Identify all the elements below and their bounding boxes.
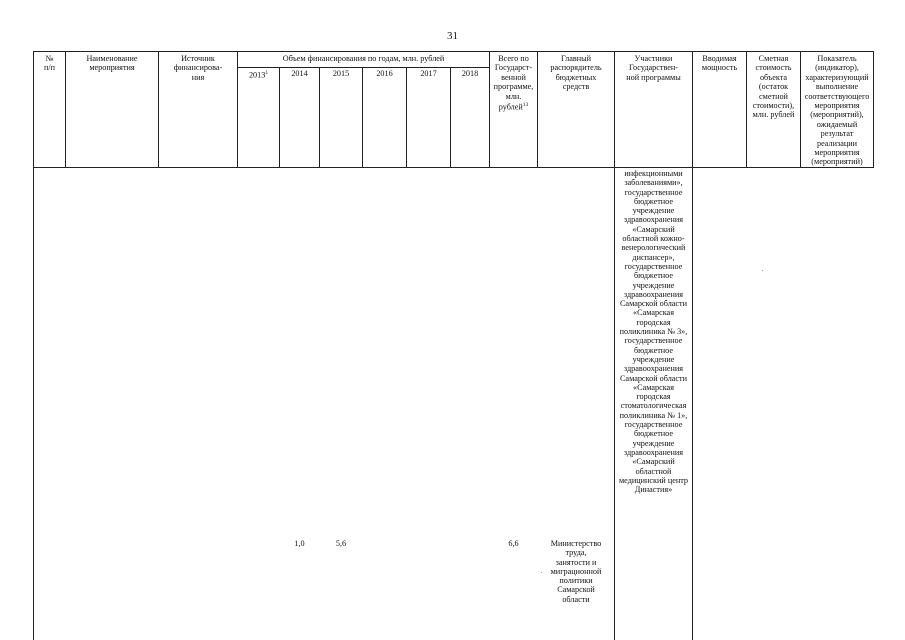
footnote-mark: 13: [522, 102, 529, 109]
header-col-estimated-cost: Сметная стоимость объекта (остаток сметной стоимости), млн. рублей: [746, 51, 801, 168]
header-year-2014: 2014: [279, 67, 320, 168]
header-col-program-participants: Участники Государствен- ной программы: [614, 51, 693, 168]
header-year-2017: 2017: [406, 67, 451, 168]
column-divider: [692, 167, 693, 640]
header-year-2013: 2013$^1$: [237, 67, 280, 168]
footnote-mark: 1: [265, 70, 269, 76]
participants-list: инфекционными заболеваниями», государственное бюджетное учреждение здравоохранения «Самарский областной кожно- венерологический диспансер», государственное бюджетное учреждение здравоохранения Самарской области «Самарская городская поликлиника № 3», государственное бюджетное учреждение здравоохранения Самарской области «Самарская городская стоматологическая поликлиника № 1», государственное бюджетное учреждение здравоохранения «Самарский областной медицинский центр Династия»: [619, 169, 688, 495]
header-col-number: № п/п: [33, 51, 66, 168]
header-col-activity-name: Наименование мероприятия: [65, 51, 159, 168]
page-number: 31: [447, 30, 458, 42]
column-divider: [33, 167, 34, 640]
header-year-2016: 2016: [362, 67, 407, 168]
header-year-2018: 2018: [450, 67, 490, 168]
header-col-budget-manager: Главный распорядитель бюджетных средств: [537, 51, 615, 168]
header-col-capacity: Вводимая мощность: [692, 51, 747, 168]
row2-value-2015: 5,6: [335, 539, 347, 548]
header-col-funding-by-year: Объем финансирования по годам, млн. рублей: [237, 51, 490, 68]
row2-value-2014: 1,0: [294, 539, 305, 548]
row2-total: 6,6: [508, 539, 519, 548]
scan-speck: [762, 270, 763, 271]
header-col-indicator: Показатель (индикатор), характеризующий выполнение соответствующего мероприятия (мероприятий), ожидаемый результат реализации мероприятия (мероприятий): [800, 51, 874, 168]
header-col-total: Всего по Государст- венной программе, млн. рублей$^{13}$: [489, 51, 538, 168]
header-year-2015: 2015: [319, 67, 363, 168]
scan-speck: [541, 572, 542, 573]
header-col-funding-source: Источник финансирова- ния: [158, 51, 238, 168]
row2-budget-manager: Министерство труда, занятости и миграционной политики Самарской области: [550, 539, 602, 604]
